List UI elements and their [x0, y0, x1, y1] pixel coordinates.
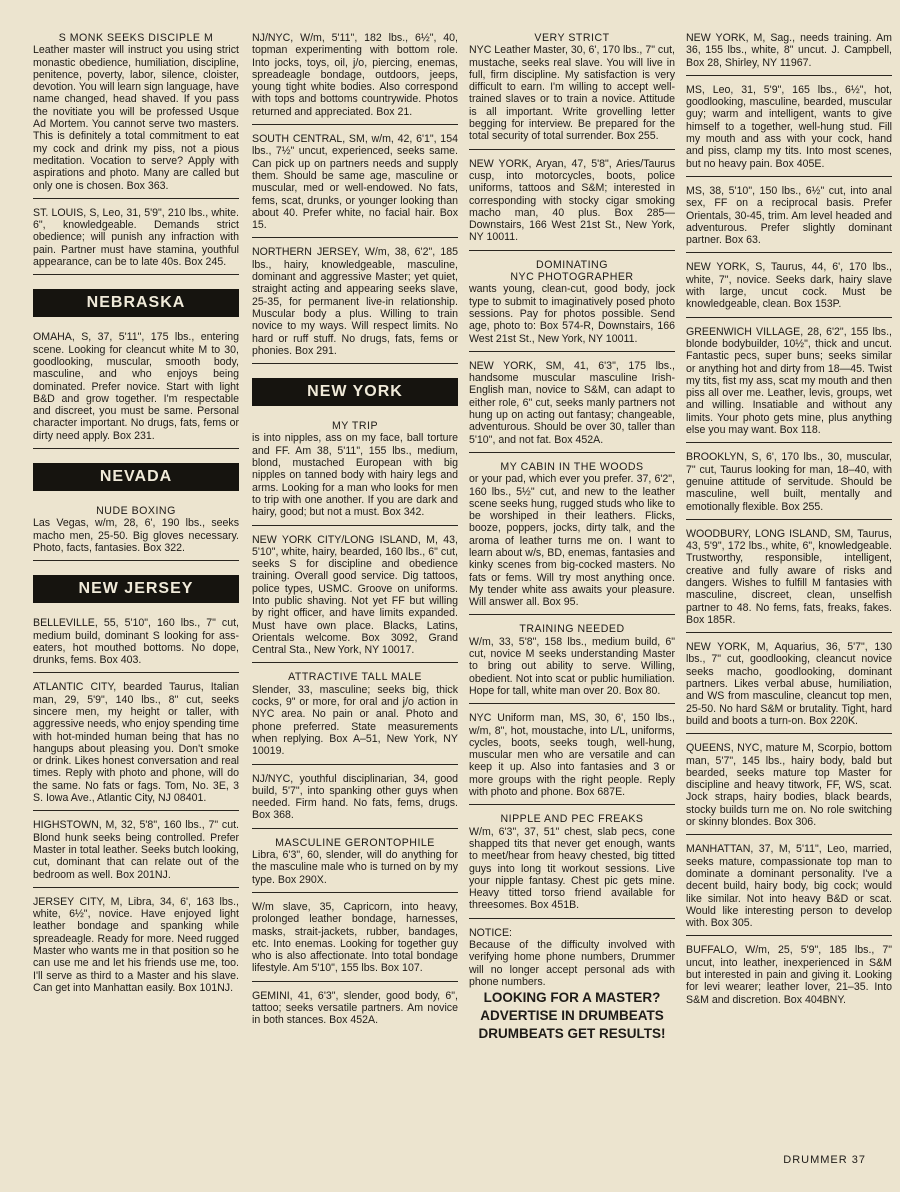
column-4: [686, 28, 892, 1016]
ad-text: NYC Leather Master, 30, 6', 170 lbs., 7" cut, mustache, seeks real slave. You will live in full, firm discipline. My satisfaction is very difficult to earn. I'm willing to accept well-trained slaves or to train a novice. Attitude is all important. Write grovelling letter begging for interview. Be prepared for the total security of total surrender. Box 255.: [469, 44, 675, 143]
ad-text: BROOKLYN, S, 6', 170 lbs., 30, muscular, 7" cut, Taurus looking for man, 18–40, with genuine attitude of servitude. Should be masculine, well built, mentally and emotionally flexible. Box 255.: [686, 451, 892, 513]
classified-ad: [33, 327, 239, 449]
ad-text: GREENWICH VILLAGE, 28, 6'2", 155 lbs., blonde bodybuilder, 10½", thick and uncut. Fantastic pecs, super buns; seeks similar or anything hot and dirty from 18—45. Twist my tits, fist my ass, scat my mouth and then piss all over me. Leather, levis, groups, wet and willing. Insatiable and without any limits. Your photo gets mine, plus anything else you may want. Box 118.: [686, 325, 892, 437]
classified-ad: [33, 892, 239, 1000]
classified-ad: [686, 524, 892, 633]
classified-ad: [686, 80, 892, 177]
notice-label: NOTICE:: [469, 926, 512, 939]
ad-text: MANHATTAN, 37, M, 5'11", Leo, married, seeks mature, compassionate top man to dominate a dominant personality. I've a decent build, hairy body, big cock; would like similar. Not into heavy B&D or scat. Would like interesting person to develop with. Box 305.: [686, 843, 892, 930]
ad-text: NEW YORK CITY/LONG ISLAND, M, 43, 5'10", white, hairy, bearded, 160 lbs., 6" cut, seeks S for discipline and obedience training. Overall good service. Dig tattoos, police types, USMC. Groove on uniforms. Into public shaving. Not yet FF but willing by right officer, and have limits expanded. Must have own place. Blacks, Latins, Orientals welcome. Box 3092, Grand Central Sta., New York, NY 10017.: [252, 533, 458, 657]
ad-heading: MASCULINE GERONTOPHILE: [275, 836, 435, 849]
section-heading: NEVADA: [33, 463, 239, 491]
section-heading: NEW YORK: [252, 378, 458, 406]
classified-ad: [469, 809, 675, 918]
ad-text: BELLEVILLE, 55, 5'10", 160 lbs., 7" cut, medium build, dominant S looking for ass-eaters, hot mouthed bottoms. No dope, drunks, fems. Box 403.: [33, 617, 239, 667]
ad-text: W/m, 33, 5'8", 158 lbs., medium build, 6" cut, novice M seeks understanding Master to bring out ability to serve. Willing, obedient. Not into scat or public humiliation. Hope for tall, white man over 20. Box 80.: [469, 635, 675, 697]
ad-heading: MY CABIN IN THE WOODS: [500, 460, 644, 473]
ad-heading: S MONK SEEKS DISCIPLE M: [58, 32, 214, 44]
ad-text: NJ/NYC, youthful disciplinarian, 34, good build, 5'7", into spanking other guys when needed. Firm hand. No fats, fems, drugs. Box 368.: [252, 772, 458, 822]
classified-ad: [469, 154, 675, 251]
classified-ad: [252, 530, 458, 664]
ad-text: HIGHSTOWN, M, 32, 5'8", 160 lbs., 7" cut. Blond hunk seeks being controlled. Prefer Master in total leather. Seeks butch looking, cut, dominant that can relate out of the bedroom as well. Box 201NJ.: [33, 819, 239, 881]
classified-ad: [686, 940, 892, 1011]
column-2: [252, 28, 458, 1037]
classified-ad: [469, 619, 675, 704]
ad-heading: TRAINING NEEDED: [519, 623, 625, 636]
classified-ad: [469, 356, 675, 453]
classified-ad: [33, 613, 239, 673]
ad-text: Leather master will instruct you using strict monastic obedience, humiliation, discipline, penitence, poverty, labor, silence, cloister, devotion. You will learn sign language, have name changed, head shaved. If you pass the novitiate you will be professed Usque Ad Mortem. You cannot serve two masters. This is definitely a total commitment to eat my cock and drink my piss, not a pious meditation. Vocation to serve? Apply with aspirations and photo. Many are called but only one is chosen. Box 363.: [33, 44, 239, 192]
classified-ad: [33, 815, 239, 887]
ad-text: wants young, clean-cut, good body, jock type to submit to imaginatively posed photo sessions. Pay for photos possible. Send age, photo to: Box 574-R, Downstairs, 166 West 21st St., New York, NY 10011.: [469, 283, 675, 345]
ad-heading: VERY STRICT: [534, 32, 610, 44]
ad-heading: DOMINATING: [536, 258, 608, 271]
ad-text: W/m slave, 35, Capricorn, into heavy, prolonged leather bondage, harnesses, masks, strait-jackets, rubber, bandages, etc. Into enemas. Looking for together guy who is also affectionate. Into total bondage lifestyle. Am 5'10", 155 lbs. Box 107.: [252, 900, 458, 975]
ad-text: Las Vegas, w/m, 28, 6', 190 lbs., seeks macho men, 25-50. Big gloves necessary. Photo, facts, fantasies. Box 322.: [33, 517, 239, 554]
ad-text: NEW YORK, M, Aquarius, 36, 5'7", 130 lbs., 7" cut, goodlooking, cleancut novice seeks macho, goodlooking, dominant partners. Likes verbal abuse, humiliation, and WS from masculine, cleancut top men, 25-50. No hard S&M or brutality. Tight, hard build and boots a turn-on. Box 220K.: [686, 641, 892, 727]
classified-ad: [252, 129, 458, 238]
classified-ad: [686, 637, 892, 734]
classified-ad: [33, 203, 239, 275]
ad-text: NEW YORK, Aryan, 47, 5'8", Aries/Taurus cusp, into motorcycles, boots, police uniforms, tattoos and S&M; interested in corresponding with stocky cigar smoking macho man, 40 plus. Box 285—Downstairs, 166 West 21st St., New York, NY 10011.: [469, 157, 675, 244]
classified-ad: [252, 833, 458, 893]
classified-ad: [252, 986, 458, 1033]
classified-ad: [252, 28, 458, 125]
classified-ad: [252, 897, 458, 982]
classified-ad: [686, 181, 892, 253]
ad-text: QUEENS, NYC, mature M, Scorpio, bottom man, 5'7", 145 lbs., hairy body, bald but bearded, seeks mature top Master for discipline and heavy titwork, FF, WS, scat. Jock straps, hairy bodies, black beards, stocky builds turn me on. No role switching or skinny blondes. Box 306.: [686, 742, 892, 829]
ad-subheading: NYC PHOTOGRAPHER: [510, 271, 634, 284]
classified-ad: [252, 242, 458, 364]
classified-ad: [686, 28, 892, 76]
ad-text: NEW YORK, SM, 41, 6'3", 175 lbs., handsome muscular masculine Irish-English man, novice to S&M, can adapt to either role, 6" cut, seeks manly partners not hung up on acting out fantasy; changeable, adventurous. Should be over 30, taller than 5'10", and not fat. Box 452A.: [469, 359, 675, 446]
classified-ad: [469, 708, 675, 805]
ad-text: MS, Leo, 31, 5'9", 165 lbs., 6½", hot, goodlooking, masculine, bearded, muscular guy; warm and intelligent, wants to give himself to a together, well-hung stud. Fill my mouth and ass with your cock, hand and piss, clamp my tits. Into most scenes, but no heavy pain. Box 405E.: [686, 83, 892, 170]
ad-heading: ATTRACTIVE TALL MALE: [288, 671, 422, 684]
ad-text: NEW YORK, M, Sag., needs training. Am 36, 155 lbs., white, 8" uncut. J. Campbell, Box 28, Shirley, NY 11967.: [686, 32, 892, 69]
classified-ad: [33, 28, 239, 199]
page-footer: DRUMMER 37: [783, 1154, 866, 1166]
promo-line: DRUMBEATS GET RESULTS!: [478, 1026, 666, 1042]
classified-ad: [469, 28, 675, 150]
ad-heading: MY TRIP: [331, 420, 379, 433]
column-1: [33, 28, 239, 1004]
ad-text: SOUTH CENTRAL, SM, w/m, 42, 6'1", 154 lbs., 7½" uncut, experienced, seeks same. Can pick up on partners needs and supply them. Should be same age, masculine or muscular, med or well-endowed. No fats, fems, scat, drunks, or younger looking than about 40. Prefer white, no facial hair. Box 15.: [252, 133, 458, 232]
classified-ad: [469, 457, 675, 616]
ad-text: Slender, 33, masculine; seeks big, thick cocks, 9" or more, for oral and j/o action in NYC area. No pain or anal. Photo and phone preferred. State measurements when replying. Box A–51, New York, NY 10019.: [252, 683, 458, 758]
ad-text: JERSEY CITY, M, Libra, 34, 6', 163 lbs., white, 6½", novice. Have enjoyed light leather bondage and spanking while spreadeagle. Ready for more. Need rugged Master who wants me in that position so he can use me and let his friends use me, too. I'll serve as third to a Master and his slave. Can get into Manhattan easily. Box 101NJ.: [33, 895, 239, 994]
ad-text: Libra, 6'3", 60, slender, will do anything for the masculine male who is turned on by my type. Box 290X.: [252, 849, 458, 886]
ad-text: NORTHERN JERSEY, W/m, 38, 6'2", 185 lbs., hairy, knowledgeable, masculine, dominant and aggressive Master; yet quiet, straight acting and appearing seeks slave, 25-35, for permanent live-in relationship. Muscular body a plus. Willing to train novice to my ways. Will respect limits. No hard or ruff stuff. No drugs, fats, fems or phonies. Box 291.: [252, 246, 458, 357]
ad-text: GEMINI, 41, 6'3", slender, good body, 6", tattoo; seeks versatile partners. Am novice in both stances. Box 452A.: [252, 989, 458, 1027]
ad-text: is into nipples, ass on my face, ball torture and FF. Am 38, 5'11", 155 lbs., medium, blond, mustached European with big nipples on tanned body with hairy legs and arms. Looking for a man who looks for men to trip with one another. If you are dark and hairy, good; but not a must. Box 342.: [252, 432, 458, 519]
classified-ad: [33, 501, 239, 561]
ad-text: NEW YORK, S, Taurus, 44, 6', 170 lbs., white, 7", novice. Seeks dark, hairy slave with large, uncut cock. Must be knowledgeable, clean. Box 153P.: [686, 261, 892, 311]
ad-heading: NUDE BOXING: [96, 505, 176, 518]
ad-text: BUFFALO, W/m, 25, 5'9", 185 lbs., 7" uncut, into leather, inexperienced in S&M but interested in pain and giving it. Looking for levi wearer; leather lover, 21–35. Into S&M and discretion. Box 404BNY.: [686, 944, 892, 1006]
classified-ad: [252, 416, 458, 525]
ad-text: WOODBURY, LONG ISLAND, SM, Taurus, 43, 5'9", 172 lbs., white, 6", knowledgeable. Trustworthy, responsible, intelligent, creative and fully aware of risks and dangers. Wishes to fulfill M fantasies with masculine, discreet, clean, unselfish partner to 48. No fems, fats, freaks, fakes. Box 185R.: [686, 527, 892, 626]
notice-text: Because of the difficulty involved with verifying home phone numbers, Drummer will no longer accept personal ads with phone numbers.: [469, 939, 675, 988]
promo-line: ADVERTISE IN DRUMBEATS: [480, 1008, 664, 1024]
ad-text: ATLANTIC CITY, bearded Taurus, Italian man, 29, 5'9", 140 lbs., 8" cut, seeks sincere men, my height or taller, with aggressive needs, who enjoy spending time with hot-minded human being that has no hangups about pleasing you. Don't smoke or drink. Likes honest conversation and real times. Reply with photo and phone, will do the same. No fats or fags. Tom, No. 3E, 3 S. Iowa Ave., Atlantic City, NJ 08401.: [33, 681, 239, 805]
ad-text: W/m, 6'3", 37, 51" chest, slab pecs, cone shapped tits that never get enough, wants to meet/hear from heavy chested, big titted guys into long tit workout sessions. Live your nipple fantasy. Chest pic gets mine. Heavy titted torso friend available for threesomes. Box 451B.: [469, 825, 675, 912]
classified-ad: [686, 322, 892, 444]
section-heading: NEW JERSEY: [33, 575, 239, 603]
classified-ad: [686, 839, 892, 936]
ad-text: OMAHA, S, 37, 5'11", 175 lbs., entering scene. Looking for cleancut white M to 30, goodlooking, muscular, smooth body, masculine, and who enjoys being dominated. Prefer novice. Start with light B&D and grow together. I'm respectable and discreet, you must be same. Personal character important. No drugs, fats, fems or dirty need apply. Box 231.: [33, 331, 239, 442]
section-heading: NEBRASKA: [33, 289, 239, 317]
classified-ad: [252, 667, 458, 764]
ad-text: NJ/NYC, W/m, 5'11", 182 lbs., 6½", 40, topman experimenting with bottom role. Into jocks, toys, oil, j/o, piercing, enemas, spreadeagle bondage, outdoors, jeeps, young tight white bodies. Also correspond with tops and bottoms countrywide. Photos returned and appreciated. Box 21.: [252, 32, 458, 118]
classified-ad: [686, 447, 892, 519]
ad-text: ST. LOUIS, S, Leo, 31, 5'9", 210 lbs., white. 6", knowledgeable. Demands strict obedience; will punish any infraction with pain. Partner must have stamina, youthful appearance, can be to late 40s. Box 245.: [33, 206, 239, 269]
classified-ad: [33, 677, 239, 811]
classified-ad: [686, 257, 892, 317]
classified-ad: [686, 738, 892, 835]
notice-box: [469, 923, 675, 1048]
column-3: [469, 28, 675, 1052]
ad-heading: NIPPLE AND PEC FREAKS: [500, 813, 644, 826]
ad-text: MS, 38, 5'10", 150 lbs., 6½" cut, into anal sex, FF on a reciprocal basis. Prefer Orientals, 30-45, trim. Am level headed and adventurous. Prefer slightly dominant partner. Box 63.: [686, 184, 892, 247]
promo-line: LOOKING FOR A MASTER?: [483, 990, 661, 1006]
ad-text: NYC Uniform man, MS, 30, 6', 150 lbs., w/m, 8", hot, moustache, into L/L, uniforms, cycles, boots, seeks tough, well-hung, muscular men who are versatile and can keep it up. Also into fantasies and 3 or more groups with the right people. Reply with photo and phone. Box 687E.: [469, 712, 675, 799]
classified-ad: [252, 769, 458, 829]
ad-text: or your pad, which ever you prefer. 37, 6'2", 160 lbs., 5½" cut, and new to the leather scene seeks hung, rugged studs who like to be worshiped in their leathers. Flicks, booze, poppers, jocks, dirty talk, and the aroma of leather turns me on. I want to learn about w/s, BD, enemas, fantasies and kinky scenes from big-cocked masters. No fats or fems. Will try most anything once. My tender white ass awaits your pleasure. Will answer all. Box 95.: [469, 473, 675, 609]
classified-ad: [469, 255, 675, 352]
